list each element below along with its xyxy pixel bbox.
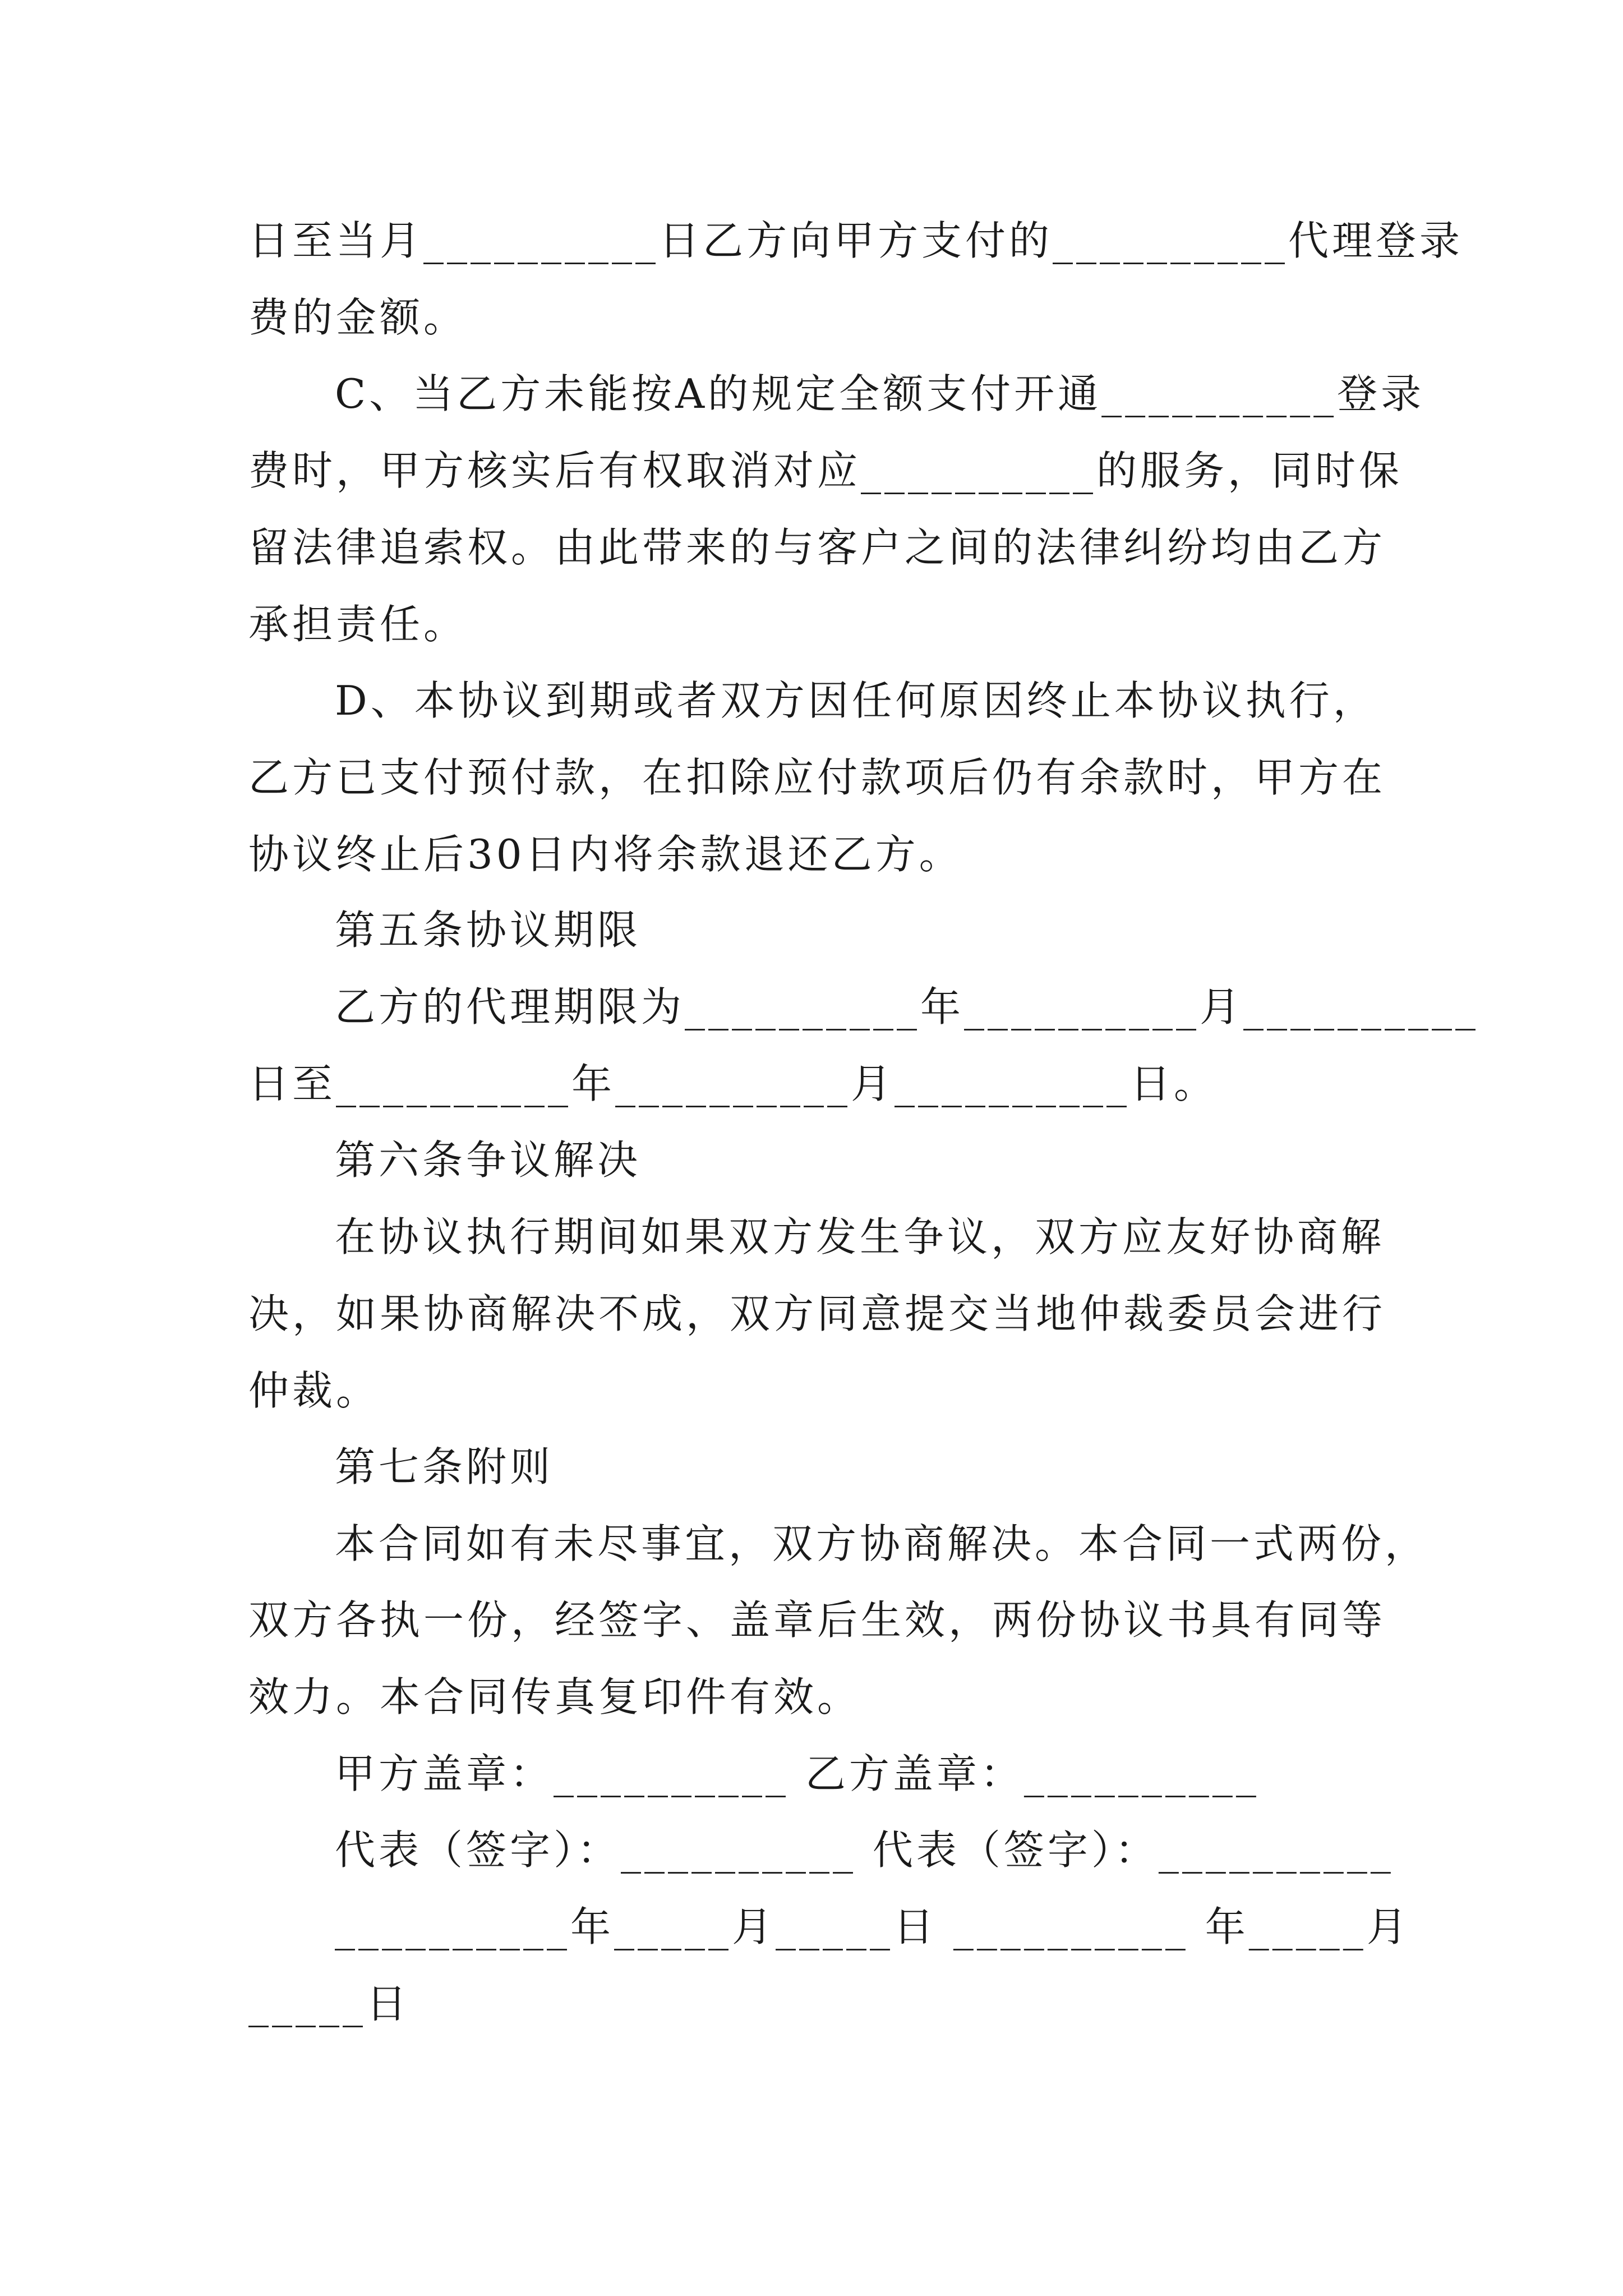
text-line: D、本协议到期或者双方因任何原因终止本协议执行， bbox=[335, 677, 1377, 724]
text-line: 协议终止后30日内将余款退还乙方。 bbox=[248, 831, 963, 878]
section-heading: 第五条协议期限 bbox=[335, 907, 642, 954]
text-line: 费时，甲方核实后有权取消对应__________的服务，同时保 bbox=[248, 447, 1403, 494]
signature-representative-line: 代表（签字）：__________ 代表（签字）：__________ bbox=[335, 1826, 1394, 1874]
text-line: 留法律追索权。由此带来的与客户之间的法律纠纷均由乙方 bbox=[248, 524, 1386, 571]
text-line: 日至__________年__________月__________日。 bbox=[248, 1060, 1218, 1107]
text-line: 效力。本合同传真复印件有效。 bbox=[248, 1673, 861, 1720]
text-line: 乙方的代理期限为__________年__________月__________ bbox=[335, 983, 1479, 1030]
section-heading: 第七条附则 bbox=[335, 1443, 554, 1490]
text-line: 承担责任。 bbox=[248, 601, 468, 648]
text-line: 费的金额。 bbox=[248, 294, 468, 341]
signature-seal-line: 甲方盖章：__________ 乙方盖章：__________ bbox=[335, 1750, 1260, 1797]
text-line: 日至当月__________日乙方向甲方支付的__________代理登录 bbox=[248, 217, 1464, 264]
text-line: 乙方已支付预付款，在扣除应付款项后仍有余款时，甲方在 bbox=[248, 754, 1386, 801]
signature-date-line-end: _____日 bbox=[248, 1980, 411, 2027]
text-line: C、当乙方未能按A的规定全额支付开通__________登录 bbox=[335, 370, 1425, 417]
text-line: 在协议执行期间如果双方发生争议，双方应友好协商解 bbox=[335, 1213, 1385, 1260]
section-heading: 第六条争议解决 bbox=[335, 1137, 642, 1184]
text-line: 仲裁。 bbox=[248, 1367, 380, 1414]
signature-date-line: __________年_____月_____日 __________ 年_____月 bbox=[335, 1903, 1410, 1950]
text-line: 决，如果协商解决不成，双方同意提交当地仲裁委员会进行 bbox=[248, 1290, 1386, 1337]
text-line: 本合同如有未尽事宜，双方协商解决。本合同一式两份， bbox=[335, 1520, 1429, 1567]
text-line: 双方各执一份，经签字、盖章后生效，两份协议书具有同等 bbox=[248, 1596, 1386, 1644]
